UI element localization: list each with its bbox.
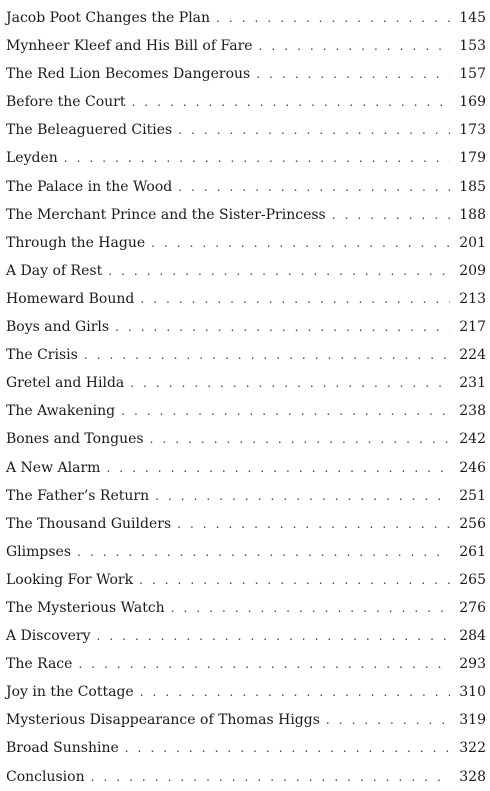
toc-entry-title: Boys and Girls xyxy=(6,319,110,336)
toc-entry-page-number: 284 xyxy=(459,628,486,645)
toc-entry-page-number: 145 xyxy=(459,10,486,26)
toc-entry-page-number: 157 xyxy=(459,66,486,83)
toc-dot-leader xyxy=(131,88,450,116)
toc-dot-leader xyxy=(332,201,450,229)
toc-entry-title: Through the Hague xyxy=(6,234,146,251)
toc-entry xyxy=(6,369,486,397)
toc-dot-leader xyxy=(326,706,450,734)
toc-entry-page-number: 251 xyxy=(459,487,486,504)
toc-dot-leader xyxy=(91,763,450,791)
toc-entry xyxy=(6,763,486,791)
toc-dot-leader xyxy=(106,454,450,482)
toc-entry-page-number: 246 xyxy=(459,459,486,476)
toc-entry-title: The Crisis xyxy=(6,347,78,364)
toc-entry-title: Before the Court xyxy=(6,94,126,111)
toc-entry-page-number: 310 xyxy=(459,684,486,701)
toc-entry-page-number: 293 xyxy=(459,656,486,673)
toc-dot-leader xyxy=(140,285,450,313)
toc-entry-title: The Awakening xyxy=(6,403,116,420)
toc-entry xyxy=(6,622,486,650)
toc-entry-title: Joy in the Cottage xyxy=(6,684,134,701)
toc-entry-page-number: 276 xyxy=(459,599,486,616)
toc-entry xyxy=(6,60,486,88)
toc-entry-page-number: 209 xyxy=(459,262,486,279)
toc-entry-title: The Race xyxy=(6,656,73,673)
toc-dot-leader xyxy=(115,313,450,341)
toc-dot-leader xyxy=(108,257,450,285)
toc-entry-title: A New Alarm xyxy=(6,459,101,476)
toc-dot-leader xyxy=(178,173,450,201)
toc-entry-title: A Day of Rest xyxy=(6,262,103,279)
toc-entry-page-number: 213 xyxy=(459,290,486,307)
toc-entry xyxy=(6,341,486,369)
toc-entry xyxy=(6,538,486,566)
toc-entry xyxy=(6,594,486,622)
toc-entry xyxy=(6,397,486,425)
toc-entry-page-number: 173 xyxy=(459,122,486,139)
toc-entry-page-number: 224 xyxy=(459,347,486,364)
toc-dot-leader xyxy=(140,678,450,706)
toc-entry-title: The Beleaguered Cities xyxy=(6,122,173,139)
toc-dot-leader xyxy=(155,482,450,510)
toc-entry-page-number: 231 xyxy=(459,375,486,392)
toc-dot-leader xyxy=(97,622,450,650)
toc-entry-title: Looking For Work xyxy=(6,571,134,588)
toc-dot-leader xyxy=(64,144,450,172)
toc-entry-page-number: 328 xyxy=(459,768,486,785)
toc-entry xyxy=(6,566,486,594)
toc-entry xyxy=(6,32,486,60)
toc-entry xyxy=(6,229,486,257)
toc-entry xyxy=(6,678,486,706)
toc-entry xyxy=(6,734,486,762)
toc-entry-page-number: 153 xyxy=(459,38,486,55)
toc-entry-page-number: 238 xyxy=(459,403,486,420)
toc-entry-page-number: 256 xyxy=(459,515,486,532)
toc-entry xyxy=(6,454,486,482)
toc-entry-page-number: 179 xyxy=(459,150,486,167)
toc-entry-title: Mynheer Kleef and His Bill of Fare xyxy=(6,38,253,55)
toc-dot-leader xyxy=(78,650,450,678)
toc-entry-title: The Mysterious Watch xyxy=(6,599,165,616)
toc-entry-title: Jacob Poot Changes the Plan xyxy=(6,10,211,26)
table-of-contents xyxy=(6,4,486,791)
toc-entry xyxy=(6,650,486,678)
toc-entry xyxy=(6,173,486,201)
toc-dot-leader xyxy=(150,425,450,453)
toc-dot-leader xyxy=(259,32,450,60)
toc-dot-leader xyxy=(216,4,450,32)
toc-entry xyxy=(6,285,486,313)
toc-dot-leader xyxy=(139,566,450,594)
toc-entry-title: Leyden xyxy=(6,150,58,167)
toc-dot-leader xyxy=(178,116,450,144)
toc-entry-title: Homeward Bound xyxy=(6,290,135,307)
toc-dot-leader xyxy=(177,510,450,538)
toc-entry xyxy=(6,116,486,144)
toc-entry xyxy=(6,88,486,116)
toc-entry-page-number: 201 xyxy=(459,234,486,251)
toc-entry xyxy=(6,425,486,453)
toc-dot-leader xyxy=(256,60,450,88)
toc-entry-title: The Red Lion Becomes Dangerous xyxy=(6,66,251,83)
toc-dot-leader xyxy=(84,341,450,369)
toc-dot-leader xyxy=(125,734,450,762)
toc-entry-page-number: 322 xyxy=(459,740,486,757)
toc-entry-page-number: 217 xyxy=(459,319,486,336)
toc-entry-title: Gretel and Hilda xyxy=(6,375,125,392)
toc-entry-title: Mysterious Disappearance of Thomas Higgs xyxy=(6,712,320,729)
toc-dot-leader xyxy=(77,538,450,566)
toc-entry-title: The Thousand Guilders xyxy=(6,515,172,532)
toc-dot-leader xyxy=(130,369,450,397)
toc-entry-title: Glimpses xyxy=(6,543,72,560)
toc-entry xyxy=(6,257,486,285)
toc-entry xyxy=(6,706,486,734)
toc-entry-page-number: 265 xyxy=(459,571,486,588)
toc-entry-title: The Palace in the Wood xyxy=(6,178,173,195)
toc-entry-page-number: 188 xyxy=(459,206,486,223)
toc-entry-page-number: 242 xyxy=(459,431,486,448)
toc-entry-title: A Discovery xyxy=(6,628,91,645)
toc-entry-title: The Merchant Prince and the Sister-Princess xyxy=(6,206,326,223)
toc-dot-leader xyxy=(151,229,450,257)
toc-entry xyxy=(6,144,486,172)
toc-entry-page-number: 261 xyxy=(459,543,486,560)
toc-entry-title: Broad Sunshine xyxy=(6,740,119,757)
toc-entry-page-number: 169 xyxy=(459,94,486,111)
toc-entry-title: Bones and Tongues xyxy=(6,431,144,448)
toc-entry-page-number: 319 xyxy=(459,712,486,729)
toc-entry-page-number: 185 xyxy=(459,178,486,195)
toc-entry xyxy=(6,313,486,341)
toc-entry-title: The Father’s Return xyxy=(6,487,150,504)
toc-entry xyxy=(6,510,486,538)
toc-entry xyxy=(6,201,486,229)
toc-dot-leader xyxy=(171,594,450,622)
toc-entry xyxy=(6,482,486,510)
toc-entry-title: Conclusion xyxy=(6,768,85,785)
toc-dot-leader xyxy=(121,397,450,425)
toc-entry xyxy=(6,4,486,32)
